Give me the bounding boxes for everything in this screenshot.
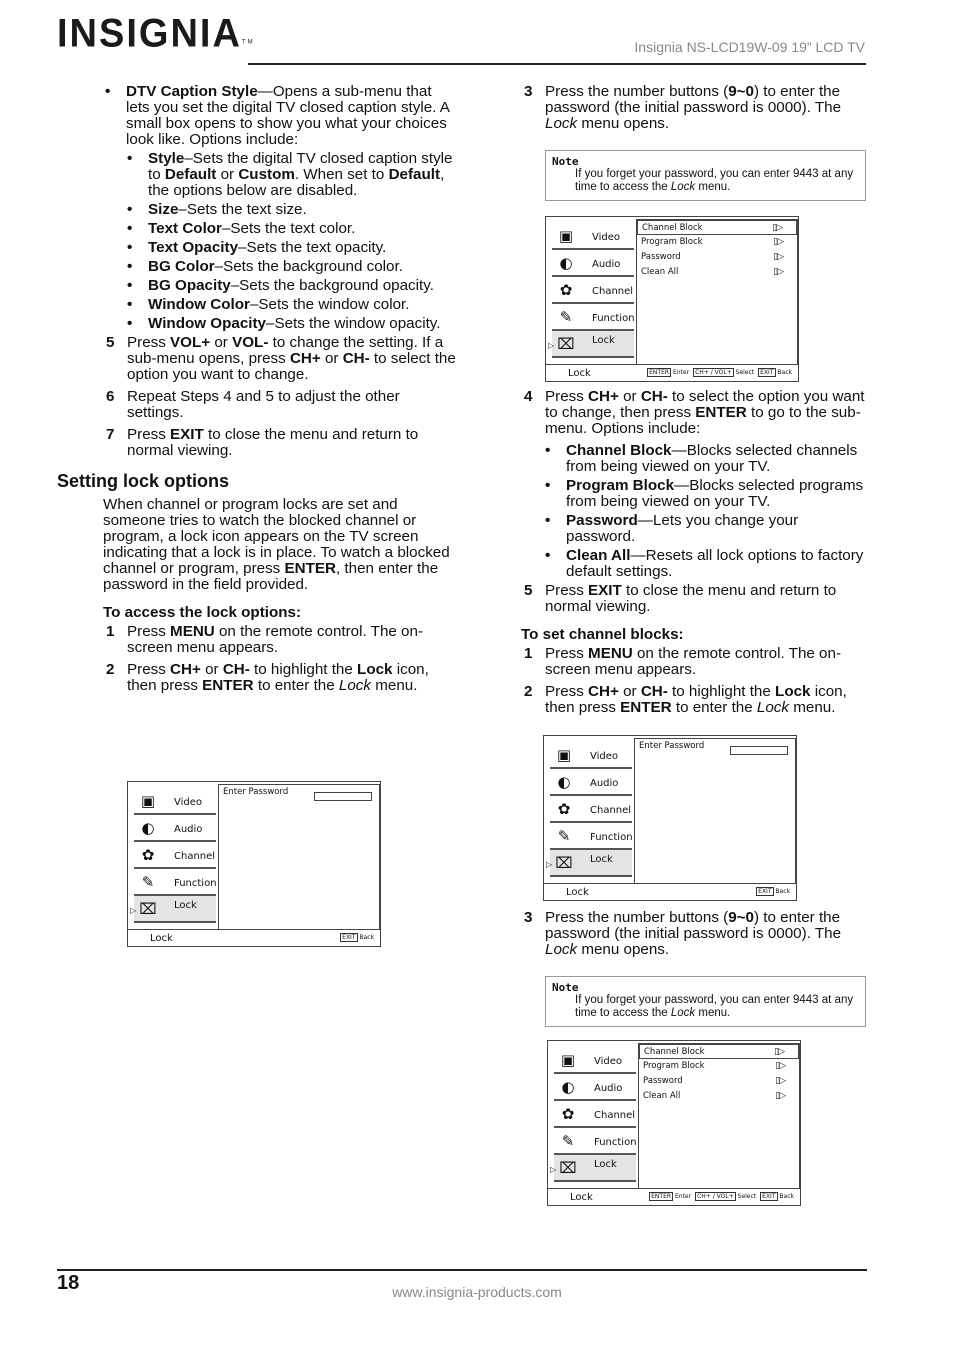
lock-icon: ⌧ (139, 900, 157, 918)
procedure-title-access: To access the lock options: (103, 604, 302, 621)
sub-bullet-window-color: • Window Color–Sets the window color. (125, 297, 457, 313)
option-clean-all: • Clean All—Resets all lock options to factory default settings. (543, 548, 867, 580)
lock-intro-paragraph: When channel or program locks are set and someone tries to watch the blocked channel or program, a lock icon appears on the TV screen indicating that a lock is in place. To watch a blocked channel or program, press ENTER, then enter the password in the field provided. (103, 496, 450, 593)
enter-arrow-icon: ▯▷ (775, 1091, 785, 1101)
function-icon: ✎ (141, 873, 155, 891)
selection-arrow-icon: ▷ (548, 341, 555, 350)
left-steps (103, 335, 457, 459)
osd-menu-sidebar (548, 223, 635, 358)
osd-menu-video: ▣ Video (554, 1047, 636, 1074)
osd-menu-channel: ✿ Channel (554, 1101, 636, 1128)
right-step-5: 5 Press EXIT to close the menu and return to normal viewing. (524, 582, 837, 615)
osd-menu-audio: ◐ Audio (134, 815, 216, 842)
osd-main-panel (636, 219, 798, 365)
access-step-2: 2 Press CH+ or CH- to highlight the Lock icon, then press ENTER to enter the Lock menu. (106, 661, 429, 694)
osd-menu-sidebar (130, 788, 217, 923)
audio-icon: ◐ (561, 1078, 575, 1096)
exit-key: EXIT (760, 369, 774, 376)
osd-screenshot-password (127, 781, 381, 947)
note-box-1: Note If you forget your password, you can enter 9443 at any time to access the Lock menu. (545, 150, 866, 201)
osd-menu-lock: ▷ ⌧ Lock (550, 850, 632, 877)
osd-main-panel (638, 1043, 800, 1189)
step-6: 6 Repeat Steps 4 and 5 to adjust the other settings. (106, 388, 400, 421)
access-steps (103, 624, 457, 694)
password-field (314, 792, 372, 801)
sub-bullet-bg-color: • BG Color–Sets the background color. (125, 259, 457, 275)
exit-key: EXIT (758, 888, 772, 895)
insignia-logo: INSIGNIA™ (57, 11, 255, 57)
osd-screenshot-password-2 (543, 735, 797, 901)
sub-bullet-style: • Style–Sets the digital TV closed caption style to Default or Custom. When set to Default, the options below are disabled. (125, 151, 457, 199)
enter-arrow-icon: ▯▷ (773, 237, 783, 247)
sub-bullet-window-opacity: • Window Opacity–Sets the window opacity. (125, 316, 457, 332)
lock-options-list (543, 443, 867, 580)
procedure-title-channel-blocks: To set channel blocks: (521, 626, 684, 643)
lock-icon: ⌧ (557, 335, 575, 353)
exit-key: EXIT (342, 934, 356, 941)
step-7: 7 Press EXIT to close the menu and return to normal viewing. (106, 426, 419, 459)
exit-key: EXIT (762, 1193, 776, 1200)
left-column (57, 84, 457, 700)
function-icon: ✎ (557, 827, 571, 845)
lock-icon: ⌧ (555, 854, 573, 872)
osd-menu-function: ✎ Function (552, 304, 634, 331)
function-icon: ✎ (561, 1132, 575, 1150)
selection-arrow-icon: ▷ (130, 906, 137, 915)
osd-option-password: Password ▯▷ (637, 250, 797, 265)
right-column-continued (521, 389, 867, 722)
osd-menu-sidebar (550, 1047, 637, 1182)
option-channel-block: • Channel Block—Blocks selected channels from being viewed on your TV. (543, 443, 867, 475)
audio-icon: ◐ (557, 773, 571, 791)
channel-icon: ✿ (557, 800, 571, 818)
page-number: 18 (57, 1272, 80, 1294)
osd-enter-password: Enter Password (639, 741, 705, 751)
osd-option-channel-block: Channel Block ▯▷ (637, 220, 797, 235)
ch-vol-key: CH+ / VOL+ (697, 1193, 734, 1200)
osd-menu-lock: ▷ ⌧ Lock (554, 1155, 636, 1182)
function-icon: ✎ (559, 308, 573, 326)
video-icon: ▣ (558, 227, 574, 245)
enter-arrow-icon: ▯▷ (775, 1076, 785, 1086)
enter-key: ENTER (649, 369, 670, 376)
osd-menu-audio: ◐ Audio (550, 769, 632, 796)
video-icon: ▣ (140, 792, 156, 810)
channel-block-step-3: 3 Press the number buttons (9~0) to enter the password (the initial password is 0000). The Lock menu opens. (524, 909, 842, 958)
osd-menu-sidebar (546, 742, 633, 877)
osd-option-password: Password ▯▷ (639, 1074, 799, 1089)
osd-main-panel (218, 784, 380, 930)
option-program-block: • Program Block—Blocks selected programs from being viewed on your TV. (543, 478, 867, 510)
audio-icon: ◐ (559, 254, 573, 272)
osd-menu-function: ✎ Function (134, 869, 216, 896)
footer-url: www.insignia-products.com (392, 1284, 562, 1300)
selection-arrow-icon: ▷ (546, 860, 553, 869)
osd-menu-lock: ▷ ⌧ Lock (552, 331, 634, 358)
enter-arrow-icon: ▯▷ (774, 1047, 784, 1057)
right-column (521, 84, 867, 213)
step-5: 5 Press VOL+ or VOL- to change the setting. If a sub-menu opens, press CH+ or CH- to select the option you want to change. (106, 334, 456, 383)
dtv-caption-bullet: • DTV Caption Style—Opens a sub-menu that lets you set the digital TV closed caption style. A small box opens to show you what your choices look like. Options include: (103, 84, 457, 148)
osd-bottom-bar: Lock EXIT Back (128, 929, 380, 946)
video-icon: ▣ (556, 746, 572, 764)
enter-key: ENTER (651, 1193, 672, 1200)
osd-menu-lock: ▷ ⌧ Lock (134, 896, 216, 923)
osd-screenshot-lock-menu (545, 216, 799, 382)
sub-bullet-text-color: • Text Color–Sets the text color. (125, 221, 457, 237)
osd-menu-channel: ✿ Channel (550, 796, 632, 823)
osd-option-program-block: Program Block ▯▷ (639, 1059, 799, 1074)
option-password: • Password—Lets you change your password. (543, 513, 867, 545)
selection-arrow-icon: ▷ (550, 1165, 557, 1174)
osd-menu-channel: ✿ Channel (134, 842, 216, 869)
header-rule (248, 63, 866, 65)
right-column-bottom (521, 910, 867, 1039)
enter-arrow-icon: ▯▷ (772, 223, 782, 233)
right-step-4: 4 Press CH+ or CH- to select the option you want to change, then press ENTER to go to the sub-menu. Options include: (524, 388, 865, 437)
osd-option-program-block: Program Block ▯▷ (637, 235, 797, 250)
osd-option-channel-block: Channel Block ▯▷ (639, 1044, 799, 1059)
video-icon: ▣ (560, 1051, 576, 1069)
osd-option-clean-all: Clean All ▯▷ (639, 1089, 799, 1104)
sub-bullet-bg-opacity: • BG Opacity–Sets the background opacity. (125, 278, 457, 294)
osd-enter-password: Enter Password (223, 787, 289, 797)
channel-icon: ✿ (561, 1105, 575, 1123)
osd-menu-video: ▣ Video (134, 788, 216, 815)
osd-bottom-bar: Lock ENTER Enter CH+ / VOL+ Select EXIT Back (546, 364, 798, 381)
osd-bottom-bar: Lock ENTER Enter CH+ / VOL+ Select EXIT Back (548, 1188, 800, 1205)
osd-option-clean-all: Clean All ▯▷ (637, 265, 797, 280)
enter-arrow-icon: ▯▷ (773, 252, 783, 262)
channel-block-step-2: 2 Press CH+ or CH- to highlight the Lock icon, then press ENTER to enter the Lock menu. (524, 683, 847, 716)
header-title: Insignia NS-LCD19W-09 19” LCD TV (634, 39, 865, 55)
footer-rule (57, 1269, 867, 1271)
osd-menu-audio: ◐ Audio (554, 1074, 636, 1101)
osd-menu-video: ▣ Video (552, 223, 634, 250)
osd-bottom-bar: Lock EXIT Back (544, 883, 796, 900)
password-field (730, 746, 788, 755)
osd-menu-audio: ◐ Audio (552, 250, 634, 277)
note-box-2: Note If you forget your password, you can enter 9443 at any time to access the Lock menu. (545, 976, 866, 1027)
section-heading: Setting lock options (57, 471, 230, 491)
channel-block-step-1: 1 Press MENU on the remote control. The on-screen menu appears. (524, 645, 842, 678)
right-step-3: 3 Press the number buttons (9~0) to enter the password (the initial password is 0000). The Lock menu opens. (524, 83, 842, 132)
sub-bullet-size: • Size–Sets the text size. (125, 202, 457, 218)
osd-menu-function: ✎ Function (554, 1128, 636, 1155)
osd-menu-function: ✎ Function (550, 823, 632, 850)
osd-menu-video: ▣ Video (550, 742, 632, 769)
channel-icon: ✿ (559, 281, 573, 299)
access-step-1: 1 Press MENU on the remote control. The on-screen menu appears. (106, 623, 424, 656)
osd-screenshot-lock-menu-2 (547, 1040, 801, 1206)
sub-bullet-text-opacity: • Text Opacity–Sets the text opacity. (125, 240, 457, 256)
osd-main-panel (634, 738, 796, 884)
osd-menu-channel: ✿ Channel (552, 277, 634, 304)
channel-icon: ✿ (141, 846, 155, 864)
caption-sub-options (125, 151, 457, 332)
lock-icon: ⌧ (559, 1159, 577, 1177)
audio-icon: ◐ (141, 819, 155, 837)
ch-vol-key: CH+ / VOL+ (695, 369, 732, 376)
enter-arrow-icon: ▯▷ (773, 267, 783, 277)
enter-arrow-icon: ▯▷ (775, 1061, 785, 1071)
